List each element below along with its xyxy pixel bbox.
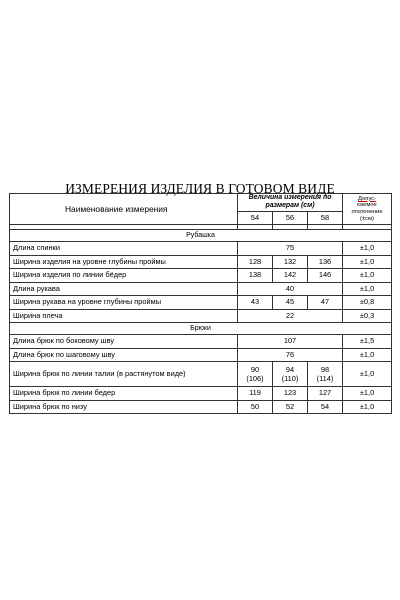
value-line-secondary: (110) xyxy=(281,374,299,383)
table-row xyxy=(10,400,392,414)
tolerance-value: ±1,0 xyxy=(343,387,392,401)
measurement-value xyxy=(238,269,273,283)
measurement-value xyxy=(308,400,343,414)
measurement-value xyxy=(273,387,308,401)
value-line: 146 xyxy=(318,270,332,280)
measurement-name: Ширина брюк по низу xyxy=(10,400,238,414)
value-line: 90 xyxy=(250,364,260,374)
value-line: 136 xyxy=(318,256,332,266)
header-row xyxy=(10,194,392,212)
measurement-name: Длина брюк по боковому шву xyxy=(10,335,238,349)
value-line: 45 xyxy=(285,297,295,307)
tolerance-value: ±1,0 xyxy=(343,348,392,362)
measurement-name: Длина брюк по шаговому шву xyxy=(10,348,238,362)
value-line: 52 xyxy=(285,401,295,411)
page-title: ИЗМЕРЕНИЯ ИЗДЕЛИЯ В ГОТОВОМ ВИДЕ xyxy=(65,181,335,196)
section-row xyxy=(10,230,392,242)
measurement-value xyxy=(273,400,308,414)
table-row xyxy=(10,309,392,323)
measurement-value xyxy=(273,362,308,387)
value-line: 119 xyxy=(249,388,261,398)
tolerance-header-line: Допус- xyxy=(358,195,377,202)
value-line: 50 xyxy=(250,401,260,411)
value-line: 142 xyxy=(283,270,297,280)
measurement-value: 75 xyxy=(238,242,343,256)
tolerance-value: ±1,0 xyxy=(343,362,392,387)
table-row xyxy=(10,242,392,256)
table-row xyxy=(10,348,392,362)
measurement-value xyxy=(238,400,273,414)
measurement-value xyxy=(308,362,343,387)
size-header: 58 xyxy=(308,211,343,224)
tolerance-value: ±0,3 xyxy=(343,309,392,323)
measurement-name: Длина спинки xyxy=(10,242,238,256)
measurement-name: Ширина брюк по линии талии (в растянутом виде) xyxy=(10,362,238,387)
measurements-table xyxy=(9,193,392,414)
measurement-value xyxy=(273,296,308,310)
value-line: 132 xyxy=(283,256,297,266)
measurement-value xyxy=(308,387,343,401)
measurement-value xyxy=(308,255,343,269)
value-line: 43 xyxy=(250,297,260,307)
value-line: 138 xyxy=(248,270,262,280)
value-line: 128 xyxy=(248,256,262,266)
value-line: 94 xyxy=(285,364,295,374)
tolerance-value: ±1,0 xyxy=(343,400,392,414)
measurement-value: 107 xyxy=(238,335,343,349)
section-title: Рубашка xyxy=(10,230,392,242)
measurement-name: Длина рукава xyxy=(10,282,238,296)
value-line: 127 xyxy=(318,388,332,398)
measurement-name: Ширина плеча xyxy=(10,309,238,323)
measurement-name: Ширина изделия на уровне глубины проймы xyxy=(10,255,238,269)
measurement-value xyxy=(273,255,308,269)
measurement-name: Ширина изделия по линии бёдер xyxy=(10,269,238,283)
value-line-secondary: (106) xyxy=(246,374,264,383)
tolerance-value: ±1,0 xyxy=(343,255,392,269)
value-line: 98 xyxy=(320,364,330,374)
value-line: 47 xyxy=(320,297,330,307)
table-row xyxy=(10,255,392,269)
tolerance-value: ±1,0 xyxy=(343,282,392,296)
measurement-value xyxy=(308,296,343,310)
measurement-value xyxy=(238,387,273,401)
measurement-value: 22 xyxy=(238,309,343,323)
measurement-value xyxy=(273,269,308,283)
value-line: 54 xyxy=(320,401,330,411)
name-column-header: Наименование измерения xyxy=(10,194,238,225)
table-row xyxy=(10,269,392,283)
measurement-value: 76 xyxy=(238,348,343,362)
section-title: Брюки xyxy=(10,323,392,335)
table-row xyxy=(10,335,392,349)
tolerance-column-header xyxy=(343,194,392,225)
measurement-value xyxy=(238,255,273,269)
section-row xyxy=(10,323,392,335)
table-row xyxy=(10,296,392,310)
measurement-value: 40 xyxy=(238,282,343,296)
measurement-name: Ширина брюк по линии бедер xyxy=(10,387,238,401)
tolerance-value: ±1,0 xyxy=(343,269,392,283)
tolerance-value: ±0,8 xyxy=(343,296,392,310)
value-line: 123 xyxy=(283,388,297,398)
measurement-value xyxy=(308,269,343,283)
measurement-value xyxy=(238,362,273,387)
size-header: 54 xyxy=(238,211,273,224)
tolerance-header-line: (±см) xyxy=(360,215,374,222)
tolerance-value: ±1,0 xyxy=(343,242,392,256)
table-row xyxy=(10,282,392,296)
size-header: 56 xyxy=(273,211,308,224)
measurement-name: Ширина рукава на уровне глубины проймы xyxy=(10,296,238,310)
value-line-secondary: (114) xyxy=(316,374,334,383)
measurement-value xyxy=(238,296,273,310)
table-row xyxy=(10,387,392,401)
measure-column-header: Величина измерения по размерам (см) xyxy=(238,194,343,212)
tolerance-value: ±1,5 xyxy=(343,335,392,349)
table-row xyxy=(10,362,392,387)
tolerance-header-line: каемое отклонение xyxy=(351,202,383,215)
